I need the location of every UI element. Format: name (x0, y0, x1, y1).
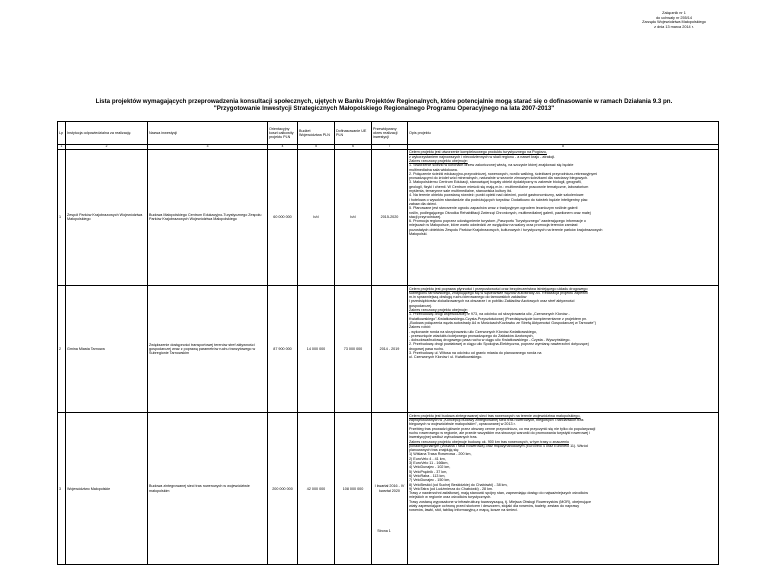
row-name: Zwiększenie dostępności transportowej terenów stref aktywności gospodarczej wraz z poprawą parametrów ruchu tranzytowego w Subregionie Tarnowskim (148, 285, 268, 412)
column-number: 7 (372, 145, 408, 150)
description-line: pozostałych obiektów Zespołu Parków Krajobrazowych, kulturowych i turystycznych na terenie parków krajobrazowych (409, 227, 603, 232)
column-number: 3 (148, 145, 268, 150)
attachment-note (604, 11, 744, 29)
description-line: Celem projektu jest poprawa płynności i przepustowości oraz bezpieczeństwa istniejącego układu drogowego (409, 286, 588, 291)
description-line: 4) VeloDunajec - 102 km, (409, 465, 451, 470)
row-institution: Zespół Parków Krajobrazowych Województwa Małopolskiego (66, 149, 148, 285)
description-line: planowanych tras znajdują się: (409, 448, 460, 453)
description-line: zabaw dla dzieci. (409, 201, 438, 206)
row-cofinancing: 108 000 000 (335, 413, 372, 565)
attachment-line-2: do uchwały nr 255/14 (655, 15, 693, 20)
row-deadline: 2014 - 2019 (372, 285, 408, 412)
description-line: prowadzącymi do źródeł wód mineralnych, naturalnie w sezonie zimowym ścieżkami dla narciarzy biegowych. (409, 176, 589, 181)
description-line: 5) VeloPrądnik - 37 km, (409, 469, 448, 474)
column-number: 5 (298, 145, 335, 150)
description-line: myślenia, terrarynne sale multimedialne, stanowiska kultury itd. (409, 189, 513, 194)
description-line: 3) EuroVelo 11 - 166km, (409, 461, 449, 466)
row-cost: 200 000 000 (268, 413, 298, 565)
description-line: zaprojektowanych w „Koncepcji budowy zintegrowanej sieci tras rowerowych, biegowych i narciarskich tras (409, 418, 584, 423)
description-line: stacji przyrodniczej. (409, 214, 442, 219)
table-row (58, 413, 719, 565)
description-line: biegowych w województwie małopolskim", opracowanej w 2013 r. (409, 422, 516, 427)
description-line: 3. Małopolskiemu Centrum Edukacji, stanowiącej bogaty obiekt dydaktyczny w zakresie biologii, geografii, (409, 180, 582, 185)
page-footer: Strona 1 (377, 529, 391, 533)
row-lp: 3 (58, 413, 66, 565)
description-line: wiaty zapewniające ochronę przed słońcem i deszczem, stojaki dla rowerów, toalety, zestaw do naprawy (409, 503, 580, 508)
header-lp: Lp (58, 122, 66, 145)
description-line: roślin, podlegającego Ośrodka Rehabilitacji Zwierząt Chronionych, multimedialnej galerii, pawilonem oraz małej (409, 210, 591, 215)
description-line: Zakres rzeczowy projektu obejmuje budowę ok. 900 km tras rowerowych, w tym trasy o znaczeniu (409, 439, 570, 444)
column-number: 1 (58, 145, 66, 150)
description-line: i hotelowa o wysokim standardzie dla podróżujących turystów. Dodatkowo do ścieżek będzie inteligentny plac (409, 197, 588, 202)
description-line: multimedialna sala widokowa. (409, 167, 458, 172)
column-number: 4 (268, 145, 298, 150)
row-lp: 1 (58, 149, 66, 285)
row-deadline: 2015-2020 (372, 149, 408, 285)
description-line: Trasy zostaną wyposażone w infrastrukturę towarzyszącą, tj. Miejsca Obsługi Rowerzystów (MOR), obejmujące (409, 499, 592, 504)
table-row (58, 285, 719, 412)
description-line: ruchu rowerowego w regionie, ale przede wszystkim ma stworzyć warunki do promowania turystyki rowerowej i (409, 430, 590, 435)
header-budget: Budżet Województwa PLN (298, 122, 335, 145)
header-cofinancing: Dofinasowanie UE PLN (335, 122, 372, 145)
description-line: ponadregionalnym (Wiślana Trasa Rowerowa) oraz międzynarodowym (EuroVelo 4 oraz EuroVelo 11). Wśród (409, 443, 588, 448)
row-budget: b/d (298, 149, 335, 285)
description-line: Celem projektu jest budowa zintegrowanej sieci tras rowerowych na terenie województwa małopolskiego, (409, 413, 581, 418)
row-cost: 60 000 000 (268, 149, 298, 285)
description-line: „Budowa połączenia węzła autostrady A4 w Mościcach/Kozłowku ze Strefą Aktywności Gospodarczej w Tarnowie") (409, 320, 596, 325)
description-line: miejscach w Małopolsce, które warto odwiedzić ze względów na walory oraz promocja terenów zamiast (409, 223, 578, 228)
row-cofinancing: 73 000 000 (335, 285, 372, 412)
description-line: 1. Przebudowę drogi wojewódzkiej nr 973, na odcinku od skrzyżowania ulic „Czerwonych Klonów - (409, 312, 570, 317)
row-name: Budowa zintegrowanej sieci tras rowerowych w województwie małopolskim (148, 413, 268, 565)
row-cofinancing: b/d (335, 149, 372, 285)
description-line: z wykorzystaniem najnowszych i niecodziennych w skali regionu - a nawet kraju - atrakcji. (409, 154, 556, 159)
header-name: Nazwa inwestycji (148, 122, 268, 145)
description-line: 6. Promocja regionu poprzez udostępnienie turystom „Paszportu Turystycznego" zawierającego informacje o (409, 219, 586, 224)
row-name: Budowa Małopolskiego Centrum Edukacyjno-Turystycznego Zespołu Parków Krajobrazowych Województwa Małopolskiego (148, 149, 268, 285)
header-cost: Orientacyjny koszt całkowity projektu PLN (268, 122, 298, 145)
description-line: 6) VeloRaba - 113 km, (409, 473, 446, 478)
row-lp: 2 (58, 285, 66, 412)
description-line: 7) VeloDunajec - 150 km, (409, 478, 451, 483)
description-line: 2. Przebudowę drogi powiatowej w ciągu ulic Spokojna-Elektryczna, poprzez wymianę nawierzchni dotyczącej (409, 342, 589, 347)
description-line: drogowej pasa ruchu. (409, 346, 445, 351)
description-line: i przedsiębiorstw zlokalizowanych na obszarze i w pobliżu Zakładów Azotowych oraz stref aktywności (409, 299, 575, 304)
description-line: gospodarczej. (409, 303, 432, 308)
title-line-1: Lista projektów wymagających przeprowadzenia konsultacji społecznych, ujętych w Banku Projektów Regionalnych, które potencjalnie mogą starać się o dofinasowanie w ramach Działania 9.3 pn. (95, 98, 673, 105)
description-line: 1. Stworzenie ścieżki w koronach drzew zakończonej wieżą, na szczycie której znajdować się będzie (409, 163, 574, 168)
description-line: 8) VeloBeskid (od Suchej Beskidzkiej do Chabówki) - 38 km, (409, 482, 508, 487)
description-line: Trasy z nawierzchni asfaltowej, mają stanowić spójny stan, zapewniając dostęp do najważniejszych ośrodków (409, 491, 588, 496)
description-line: Zakres rzeczowy projektu obejmuje: (409, 158, 468, 163)
description-line: 5. Planowane jest stworzenie ogrodu zapachów wraz z tradycyjnym ogrodem leczniczym roślinie galerii (409, 206, 578, 211)
description-line: 2) EuroVelo 4 - 41 km, (409, 456, 446, 461)
row-deadline: I kwartał 2016 - IV kwartał 2020 (372, 413, 408, 565)
description-line: 4. Na terenie obiektu powstaną również: punkt opieki nad dziećmi, punkt gastronomiczny, sale szkoleniowe (409, 193, 584, 198)
description-line: 1) Wiślana Trasa Rowerowa - 200 km, (409, 452, 472, 457)
description-line: Przebieg tras prowadzi głównie przez obszary cenne przyrodniczo, co ma przyczynić się nie tylko do popularyzacji (409, 426, 596, 431)
description-line: - dobudowa/budowę drogowego pasa ruchu w ciągu ulic Kwiatkowskiego - Czysta - Wyszyńskiego. (409, 338, 571, 343)
row-description (408, 413, 719, 565)
description-line: geologii, fizyki i chemii. W Centrum mieścić się mają m.in.: multimedialne pracownie tematyczne, laboratorium (409, 184, 589, 189)
attachment-line-1: Załącznik nr 1 (662, 11, 686, 15)
description-line: ul. Czerwonych Klonów i ul. Kwiatkowskiego. (409, 355, 483, 360)
description-line: rowerów, ławki, stół, tablicę informacyjną z mapą, kosze na śmieci. (409, 508, 518, 513)
document-title (30, 98, 738, 113)
row-budget: 14 000 000 (298, 285, 335, 412)
description-line: 9) VeloTatra (od Ludźmierza do Chabówki) - 28 km. (409, 486, 494, 491)
description-line: - wykonanie ronda na skrzyżowaniu ulic Czerwonych Klonów-Kwiatkowskiego, (409, 329, 537, 334)
attachment-line-4: z dnia 13 marca 2014 r. (654, 24, 694, 29)
description-line: - przesunięcie wiaduktu kolejowego prowadzącego do Zakładów Azotowych, (409, 333, 534, 338)
header-description: Opis projektu (408, 122, 719, 145)
row-budget: 42 000 000 (298, 413, 335, 565)
description-line: 2. Połączenie ścieżki edukacyjno-przyrodniczej, rowerowych, nordic walking, ścieżkami przyrodniczo-rekreacyjnymi (409, 171, 598, 176)
row-description (408, 285, 719, 412)
description-line: Kwiatkowskiego"-Kwiatkowskiego-Czysta-Przyszłościowej (Przedsięwzięcie komplementarne z projektem pn. (409, 316, 588, 321)
description-line: Zakres rzeczowy projektu obejmuje: (409, 308, 468, 313)
row-institution: Gmina Miasta Tarnowa (66, 285, 148, 412)
column-number: 6 (335, 145, 372, 150)
description-line: Małopolski. (409, 232, 428, 237)
table-row (58, 149, 719, 285)
description-line: m.in sprawniejszą obsługę ruchu kierowanego do tarnowskich zakładów (409, 295, 527, 300)
column-number: 2 (66, 145, 148, 150)
row-cost: 87 900 000 (268, 285, 298, 412)
description-line: subregionu tarnowskiego, znajdującego się w sąsiedztwie węzłów autostrady A4. Realizacja projektu zapewni (409, 290, 588, 295)
column-number: 8 (408, 145, 719, 150)
header-deadline: Przewidywany okres realizacji inwestycji (372, 122, 408, 145)
description-line: 3. Przebudowę ul. Witosa na odcinku od granic miasta do planowanego ronda na (409, 351, 542, 356)
header-row (58, 122, 719, 145)
title-line-2: "Przygotowanie Inwestycji Strategicznych Małopolskiego Regionalnego Programu Operacyjnego na lata 2007-2013" (213, 105, 555, 113)
header-institution: Instytucja odpowiedzialna za realizację (66, 122, 148, 145)
row-description (408, 149, 719, 285)
description-line: Zakres robót: (409, 325, 431, 330)
description-line: Celem projektu jest utworzenie kompleksowego produktu turystycznego na Pogórzu, (409, 150, 547, 155)
row-institution: Województwo Małopolskie (66, 413, 148, 565)
attachment-line-3: Zarządu Województwa Małopolskiego (642, 20, 706, 25)
projects-table (57, 121, 719, 565)
description-line: inwestycyjnej wzdłuż wybudowanych tras. (409, 435, 478, 440)
description-line: miejskich w regionie oraz ośrodków turystycznych. (409, 495, 492, 500)
